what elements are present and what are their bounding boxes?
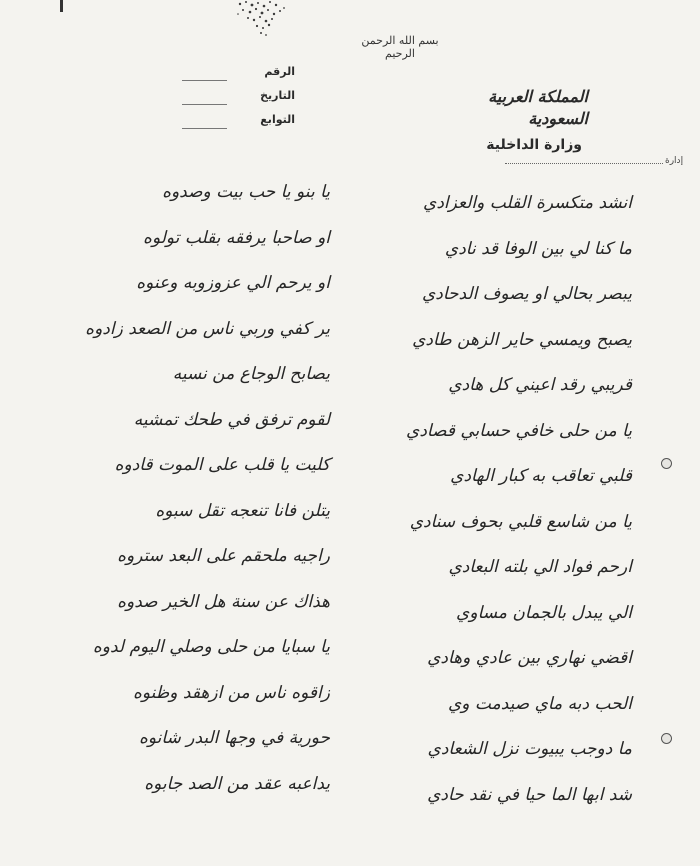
basmala: بسم الله الرحمن الرحيم [361,34,439,60]
letterhead [438,86,588,156]
field-date-label: التاريخ [260,89,295,102]
verse-line: يصابح الوجاع من نسيه [172,364,330,384]
verse-line: انشد متكسرة القلب والعزادي [423,193,632,213]
verse-line: يداعبه عقد من الصد جابوه [144,773,330,794]
field-date-line [182,104,227,105]
verse-line: شد ابها الما حيا في نقد حادي [427,784,632,805]
field-number-line [182,80,227,81]
verse-line: حورية في وجها البدر شانوه [138,728,330,748]
kingdom-name: المملكة العربية السعودية [488,87,588,128]
verse-line: قلبي تعاقب به كبار الهادي [450,466,632,486]
verse-line: يا من شاسع قلبي بحوف سنادي [409,511,632,532]
department-rule [505,163,663,164]
verse-line: يتلن فانا تنعجه تقل سبوه [155,500,330,521]
reference-fields [225,62,295,134]
verse-line: يا من حلى خافي حسابي قصادي [406,420,632,441]
verse-line: او صاحبا يرفقه بقلب تولوه [143,227,330,248]
ministry-name: وزارة الداخلية [486,137,582,153]
punch-hole-lower [661,733,672,744]
verse-line: لقوم ترفق في طحك تمشيه [133,409,330,430]
poem-right-column [350,181,632,818]
verse-line: الحب دبه ماي صيدمت وي [448,693,632,714]
field-number-label: الرقم [264,65,295,78]
verse-line: كليت يا قلب على الموت قادوه [114,455,330,475]
verse-line: هذاك عن سنة هل الخير صدوه [117,591,330,612]
verse-line: ارحم فواد الي بلته البعادي [448,557,632,577]
field-attachments-line [182,128,227,129]
verse-line: ما كنا لي بين الوفا قد نادي [444,238,632,259]
verse-line: يا بنو يا حب بيت وصدوه [162,182,330,202]
page-edge-mark [60,0,63,12]
verse-line: يصبح ويمسي حاير الزهن طادي [412,329,632,350]
verse-line: اقضي نهاري بين عادي وهادي [427,648,632,668]
verse-line: يبصر بحالي او يصوف الدحادي [421,284,632,304]
verse-line: زاقوه ناس من ازهقد وظنوه [132,682,330,703]
verse-line: او يرحم الي عزوزوبه وعنوه [136,273,330,293]
department-label: إدارة [665,156,684,166]
poem-left-column [62,170,330,807]
verse-line: ير كفي وربي ناس من الصعد زادوه [85,318,330,339]
verse-line: الي يبدل بالجمان مساوي [456,602,632,623]
punch-hole-upper [661,458,672,469]
verse-line: ما دوجب يبيوت نزل الشعادي [427,739,632,759]
verse-line: راجيه ملحقم على البعد ستروه [117,546,330,566]
verse-line: يا سبايا من حلى وصلي اليوم لدوه [92,637,330,657]
ink-speckle-mark [232,0,292,38]
field-attachments-label: التوابع [260,113,295,126]
verse-line: قريبي رقد اعيني كل هادي [448,375,632,395]
